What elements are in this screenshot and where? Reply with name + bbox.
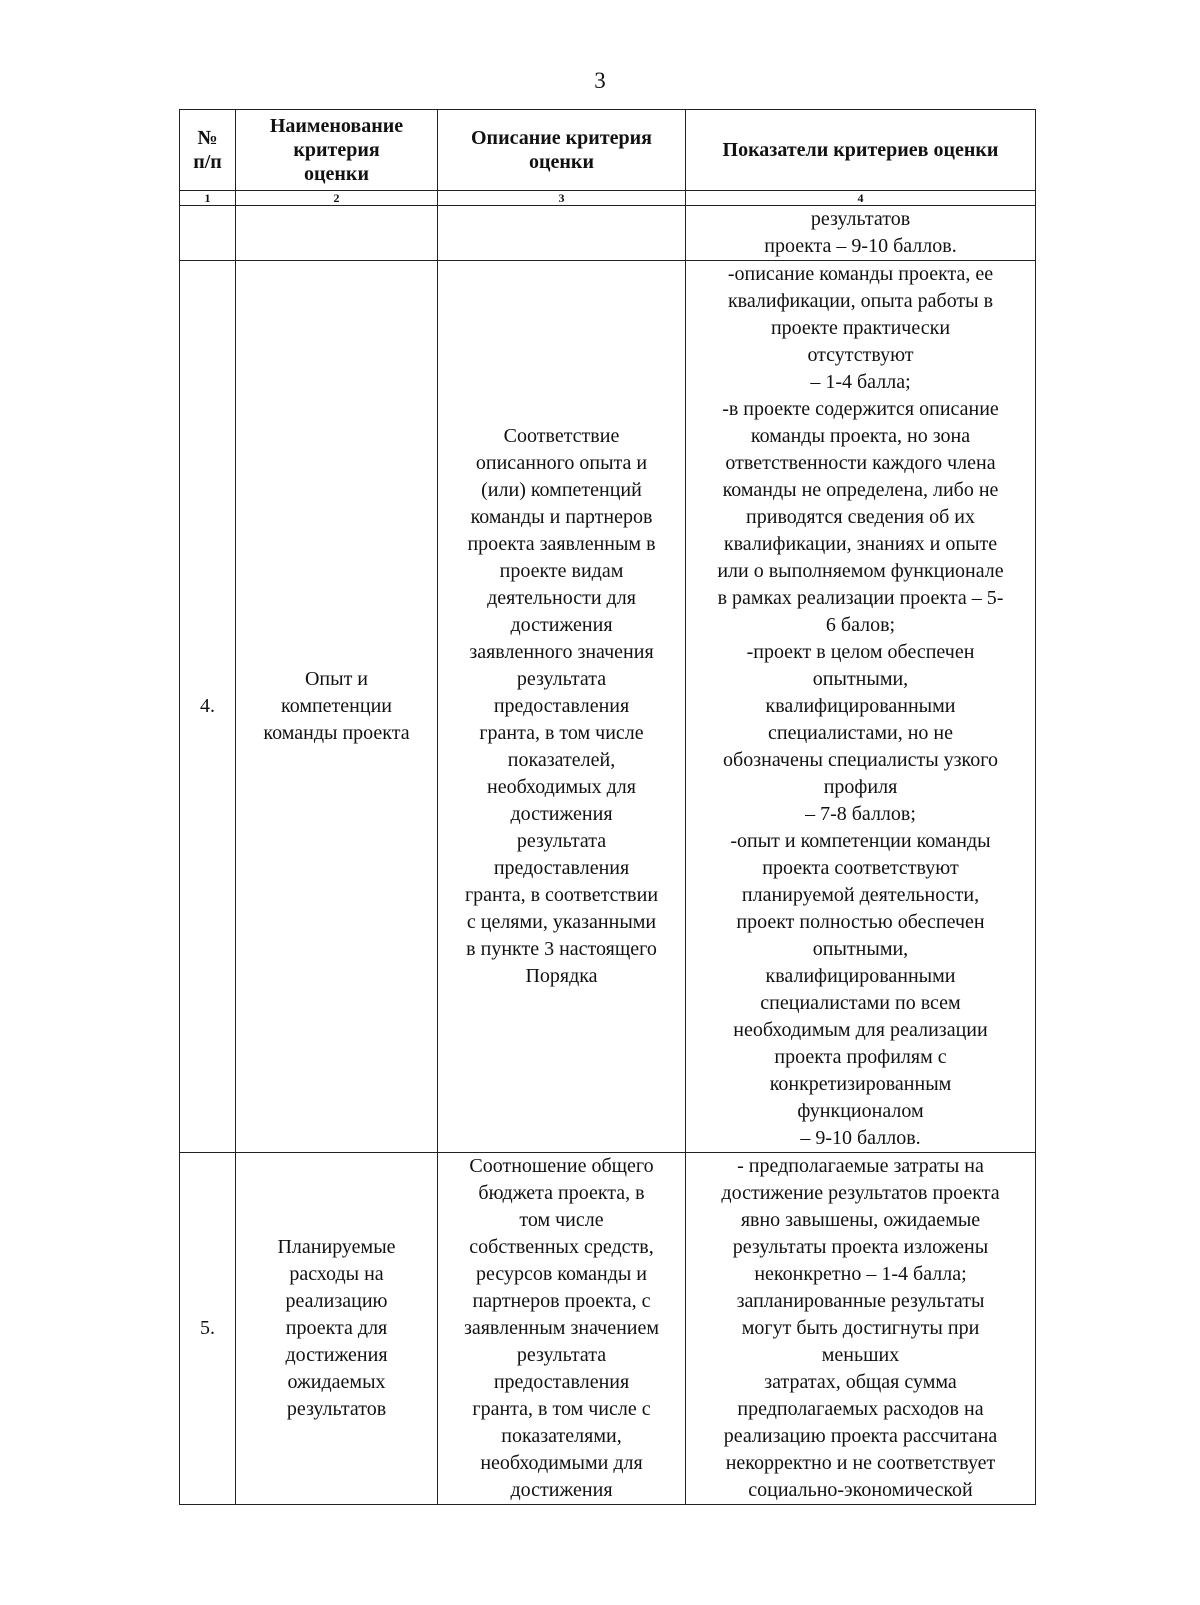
row-number: 4. [180, 261, 236, 1153]
header-number: № п/п [180, 110, 236, 191]
header-criterion-indicators: Показатели критериев оценки [686, 110, 1036, 191]
criterion-description: Соотношение общего бюджета проекта, в том числе собственных средств, ресурсов команды и партнеров проекта, с заявленным значением результата предоставления гранта, в том числе с показателями, необходимыми для достижения [438, 1153, 686, 1505]
column-number: 3 [438, 191, 686, 206]
criteria-table [179, 109, 1036, 1505]
criterion-name: Опыт и компетенции команды проекта [236, 261, 438, 1153]
column-number: 2 [236, 191, 438, 206]
table-row [180, 261, 1036, 1153]
criterion-name [236, 206, 438, 261]
column-number-row [180, 191, 1036, 206]
table-row [180, 206, 1036, 261]
column-number: 4 [686, 191, 1036, 206]
criterion-indicators: - предполагаемые затраты на достижение результатов проекта явно завышены, ожидаемые результаты проекта изложены неконкретно – 1-4 балла; запланированные результаты могут быть достигнуты при меньших затратах, общая сумма предполагаемых расходов на реализацию проекта рассчитана некорректно и не соответствует социально-экономической [686, 1153, 1036, 1505]
criterion-description: Соответствие описанного опыта и (или) компетенций команды и партнеров проекта заявленным в проекте видам деятельности для достижения заявленного значения результата предоставления гранта, в том числе показателей, необходимых для достижения результата предоставления гранта, в соответствии с целями, указанными в пункте 3 настоящего Порядка [438, 261, 686, 1153]
criterion-indicators: результатов проекта – 9-10 баллов. [686, 206, 1036, 261]
criterion-name: Планируемые расходы на реализацию проекта для достижения ожидаемых результатов [236, 1153, 438, 1505]
page-number: 3 [594, 68, 606, 93]
table-row [180, 1153, 1036, 1505]
table-header-row [180, 110, 1036, 191]
criterion-indicators: -описание команды проекта, ее квалификации, опыта работы в проекте практически отсутствуют – 1-4 балла; -в проекте содержится описание команды проекта, но зона ответственности каждого члена команды не определена, либо не приводятся сведения об их квалификации, знаниях и опыте или о выполняемом функционале в рамках реализации проекта – 5- 6 балов; -проект в целом обеспечен опытными, квалифицированными специалистами, но не обозначены специалисты узкого профиля – 7-8 баллов; -опыт и компетенции команды проекта соответствуют планируемой деятельности, проект полностью обеспечен опытными, квалифицированными специалистами по всем необходимым для реализации проекта профилям с конкретизированным функционалом – 9-10 баллов. [686, 261, 1036, 1153]
row-number: 5. [180, 1153, 236, 1505]
column-number: 1 [180, 191, 236, 206]
row-number [180, 206, 236, 261]
criterion-description [438, 206, 686, 261]
header-criterion-name: Наименование критерия оценки [236, 110, 438, 191]
header-criterion-description: Описание критерия оценки [438, 110, 686, 191]
